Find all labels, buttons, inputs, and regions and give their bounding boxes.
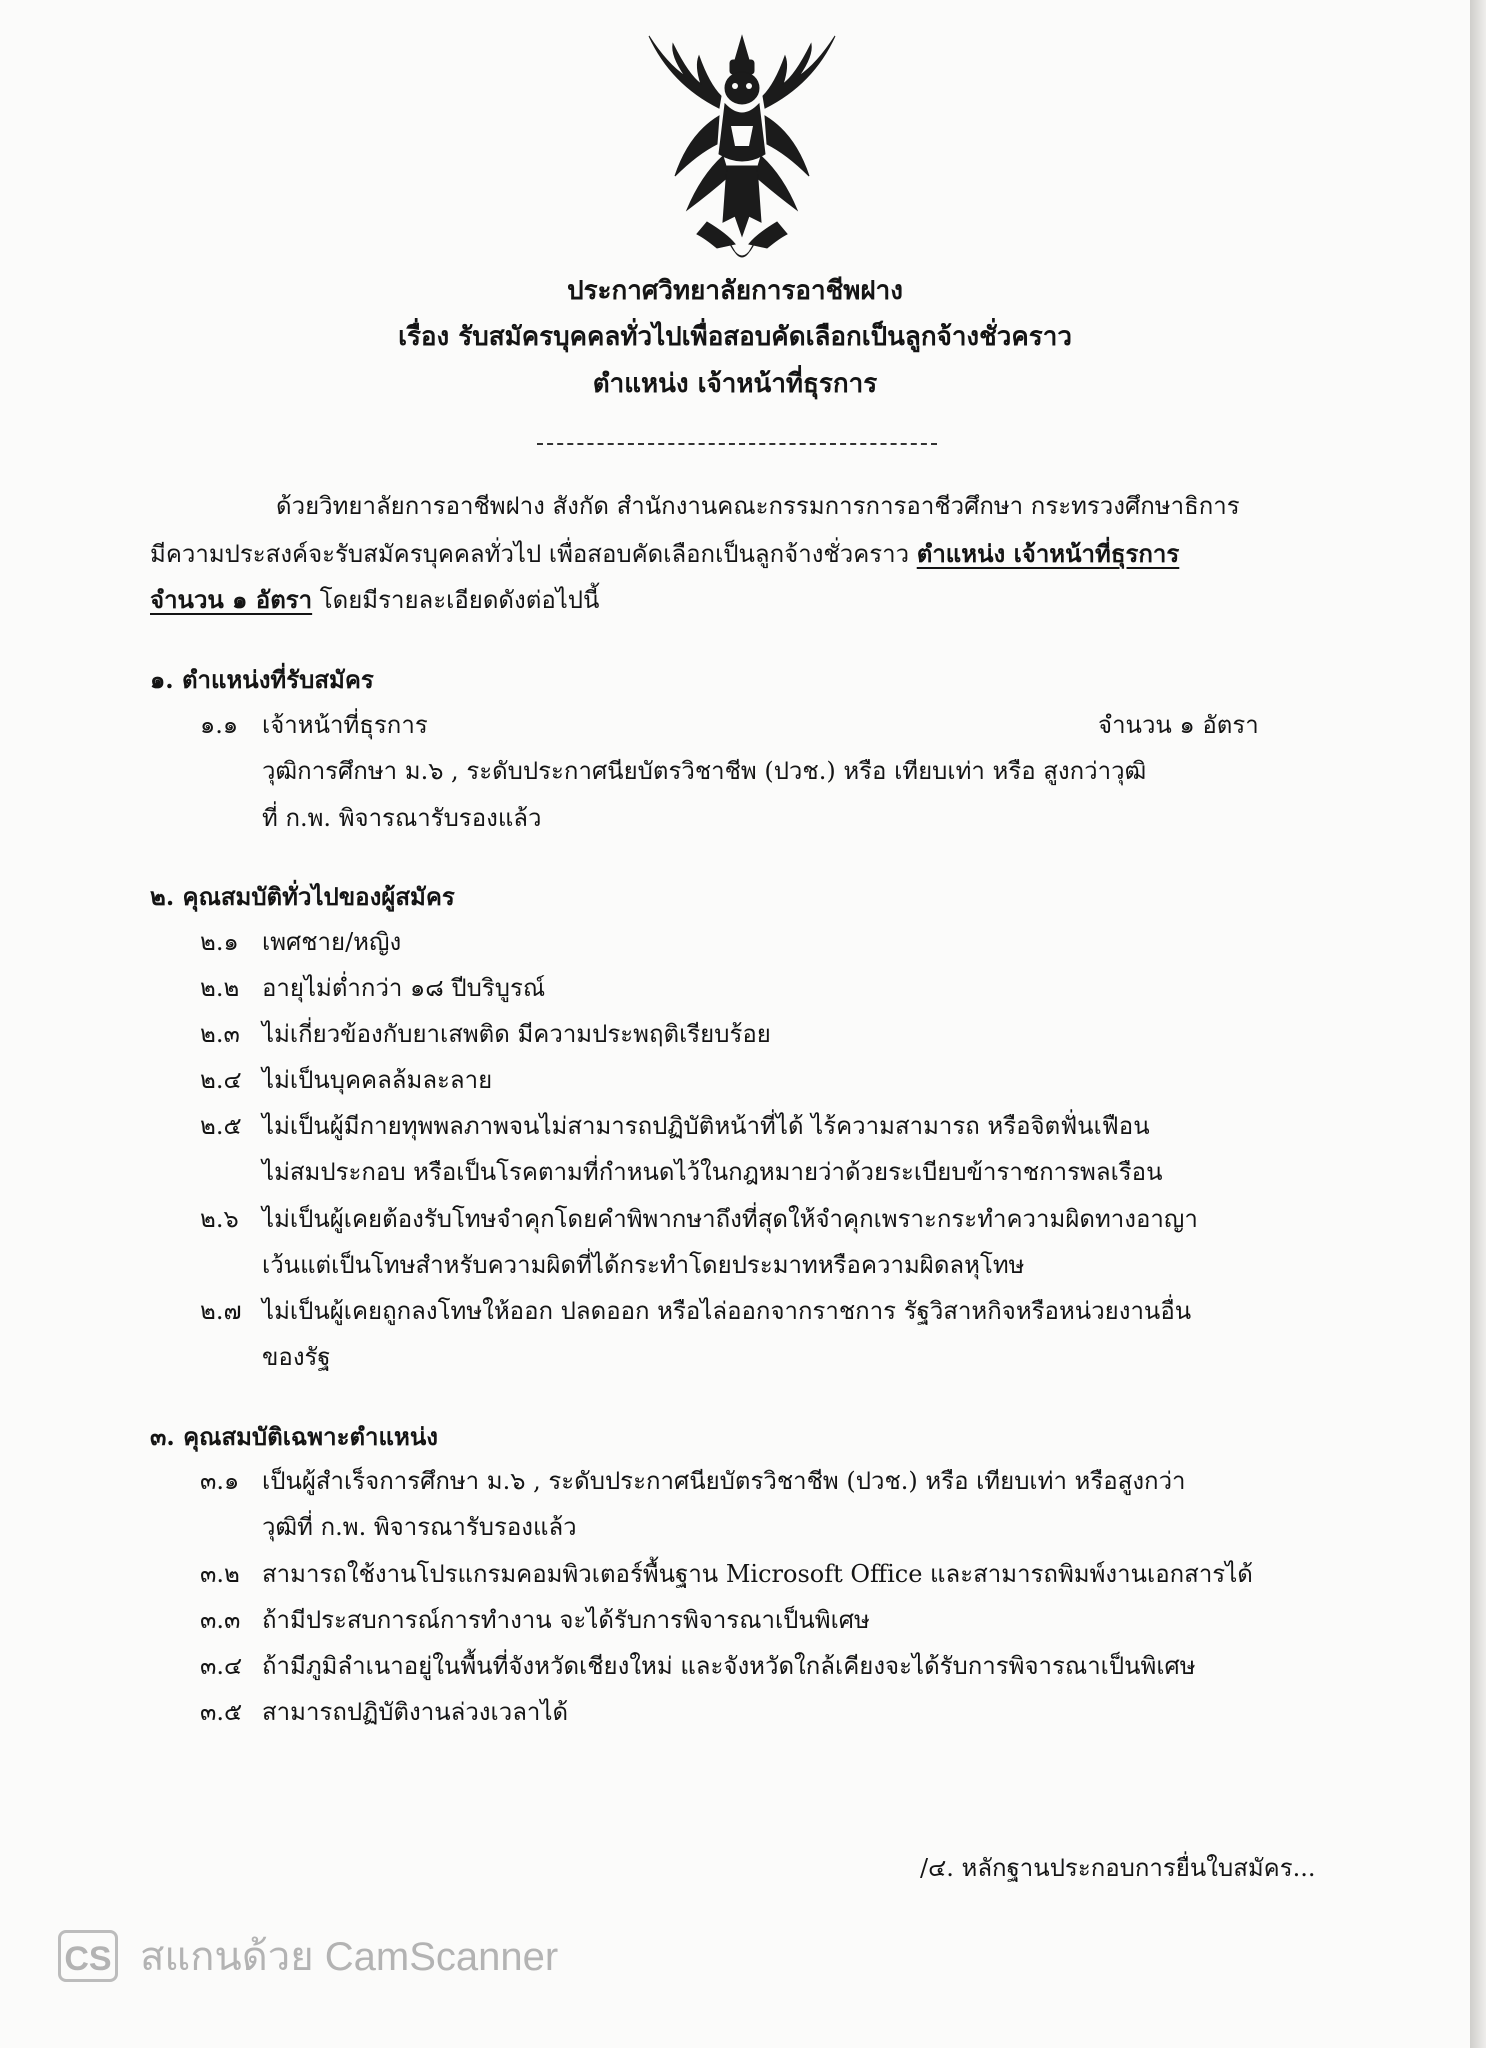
item-position-title: เจ้าหน้าที่ธุรการ	[262, 711, 428, 739]
list-item-number: ๓.๓	[200, 1606, 241, 1634]
intro-position-emphasis: ตำแหน่ง เจ้าหน้าที่ธุรการ	[916, 539, 1180, 568]
list-item-number: ๓.๔	[200, 1652, 243, 1680]
list-item-number: ๒.๖	[200, 1205, 239, 1233]
list-item-number: ๒.๔	[200, 1066, 242, 1094]
camscanner-text: สแกนด้วย CamScanner	[140, 1935, 559, 1979]
intro-count-emphasis: จำนวน ๑ อัตรา	[150, 585, 313, 614]
intro-line-3	[150, 585, 599, 615]
list-item-number: ๒.๓	[200, 1020, 240, 1048]
page-edge	[1470, 0, 1486, 2048]
announcement-position: ตำแหน่ง เจ้าหน้าที่ธุรการ	[592, 369, 878, 399]
list-item-text: เพศชาย/หญิง	[262, 928, 402, 956]
list-item-text: สามารถปฏิบัติงานล่วงเวลาได้	[262, 1698, 569, 1726]
list-item-number: ๒.๕	[200, 1112, 242, 1140]
camscanner-watermark	[58, 1928, 558, 1984]
list-item-text: สามารถใช้งานโปรแกรมคอมพิวเตอร์พื้นฐาน Microsoft Office และสามารถพิมพ์งานเอกสารได้	[262, 1560, 1253, 1588]
garuda-emblem-icon	[631, 26, 853, 270]
list-item-text: ไม่เป็นผู้มีกายทุพพลภาพจนไม่สามารถปฏิบัติหน้าที่ได้ ไร้ความสามารถ หรือจิตฟั่นเฟือน	[262, 1112, 1150, 1140]
list-item-text-continued: วุฒิที่ ก.พ. พิจารณารับรองแล้ว	[262, 1513, 577, 1541]
camscanner-logo-icon: CS	[58, 1930, 118, 1982]
list-item-text: ไม่เป็นบุคคลล้มละลาย	[262, 1066, 493, 1094]
list-item-number: ๒.๑	[200, 928, 239, 956]
intro-line-2-text: มีความประสงค์จะรับสมัครบุคคลทั่วไป เพื่อสอบคัดเลือกเป็นลูกจ้างชั่วคราว	[150, 540, 917, 568]
list-item-text: ไม่เป็นผู้เคยต้องรับโทษจำคุกโดยคำพิพากษาถึงที่สุดให้จำคุกเพราะกระทำความผิดทางอาญา	[262, 1205, 1198, 1233]
intro-line-1: ด้วยวิทยาลัยการอาชีพฝาง สังกัด สำนักงานคณะกรรมการการอาชีวศึกษา กระทรวงศึกษาธิการ	[276, 492, 1240, 520]
item-position-count: จำนวน ๑ อัตรา	[1098, 711, 1259, 739]
list-item-number: ๒.๗	[200, 1297, 242, 1325]
announcement-subject: เรื่อง รับสมัครบุคคลทั่วไปเพื่อสอบคัดเลือกเป็นลูกจ้างชั่วคราว	[398, 322, 1072, 352]
list-item-text: เป็นผู้สำเร็จการศึกษา ม.๖ , ระดับประกาศนียบัตรวิชาชีพ (ปวช.) หรือ เทียบเท่า หรือสูงกว่า	[262, 1467, 1186, 1495]
title-separator	[537, 443, 937, 445]
announcement-title: ประกาศวิทยาลัยการอาชีพฝาง	[567, 276, 903, 306]
list-item-number: ๓.๒	[200, 1560, 240, 1588]
list-item-text-continued: ของรัฐ	[262, 1343, 331, 1371]
section-1-heading: ๑. ตำแหน่งที่รับสมัคร	[150, 665, 374, 694]
list-item-text: ไม่เกี่ยวข้องกับยาเสพติด มีความประพฤติเรียบร้อย	[262, 1020, 771, 1048]
intro-line-2	[150, 539, 1179, 569]
section-3-heading: ๓. คุณสมบัติเฉพาะตำแหน่ง	[150, 1422, 438, 1451]
list-item-number: ๓.๑	[200, 1467, 240, 1495]
intro-line-3-text: โดยมีรายละเอียดดังต่อไปนี้	[312, 586, 600, 614]
list-item-text: ไม่เป็นผู้เคยถูกลงโทษให้ออก ปลดออก หรือไล่ออกจากราชการ รัฐวิสาหกิจหรือหน่วยงานอื่น	[262, 1297, 1192, 1325]
list-item-text: ถ้ามีประสบการณ์การทำงาน จะได้รับการพิจารณาเป็นพิเศษ	[262, 1606, 870, 1634]
item-qualification-line-2: ที่ ก.พ. พิจารณารับรองแล้ว	[262, 804, 542, 832]
item-number: ๑.๑	[200, 711, 239, 739]
continued-footer: /๔. หลักฐานประกอบการยื่นใบสมัคร...	[920, 1854, 1316, 1882]
section-2-heading: ๒. คุณสมบัติทั่วไปของผู้สมัคร	[150, 882, 455, 911]
list-item-text-continued: ไม่สมประกอบ หรือเป็นโรคตามที่กำหนดไว้ในกฎหมายว่าด้วยระเบียบข้าราชการพลเรือน	[262, 1158, 1163, 1186]
list-item-text-continued: เว้นแต่เป็นโทษสำหรับความผิดที่ได้กระทำโดยประมาทหรือความผิดลหุโทษ	[262, 1251, 1025, 1279]
item-qualification-line-1: วุฒิการศึกษา ม.๖ , ระดับประกาศนียบัตรวิชาชีพ (ปวช.) หรือ เทียบเท่า หรือ สูงกว่าวุฒิ	[262, 757, 1147, 785]
list-item-text: ถ้ามีภูมิลำเนาอยู่ในพื้นที่จังหวัดเชียงใหม่ และจังหวัดใกล้เคียงจะได้รับการพิจารณาเป็นพิเศษ	[262, 1652, 1196, 1680]
list-item-number: ๒.๒	[200, 974, 240, 1002]
list-item-text: อายุไม่ต่ำกว่า ๑๘ ปีบริบูรณ์	[262, 974, 546, 1002]
list-item-number: ๓.๕	[200, 1698, 243, 1726]
